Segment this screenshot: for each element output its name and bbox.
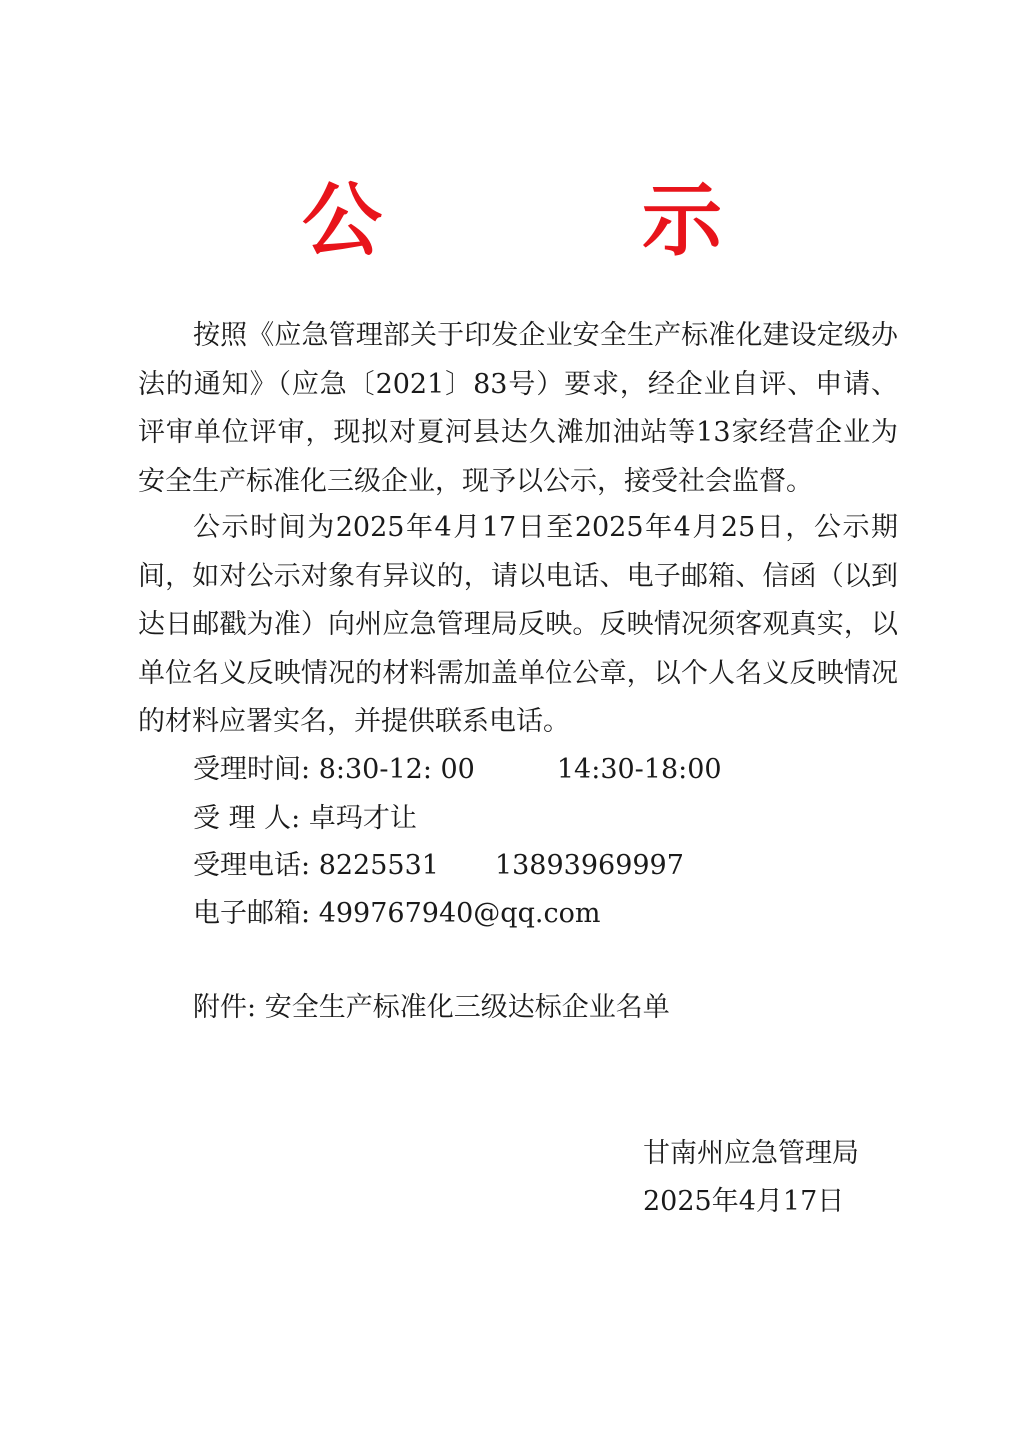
attachment-text: 安全生产标准化三级达标企业名单 <box>264 992 670 1023</box>
signature-organization: 甘南州应急管理局 <box>643 1138 859 1169</box>
contact-phone-2: 13893969997 <box>494 850 684 881</box>
paragraph-period <box>138 504 898 747</box>
paragraph-basis <box>138 312 898 506</box>
attachment-label: 附件: <box>193 992 257 1023</box>
contact-time-afternoon: 14:30-18:00 <box>556 754 722 785</box>
contact-time-label: 受理时间: <box>193 754 311 785</box>
contact-phone-row <box>193 848 684 884</box>
paragraph-period-text: 公示时间为2025年4月17日至2025年4月25日，公示期间，如对公示对象有异议的，请以电话、电子邮箱、信函（以到达日邮戳为准）向州应急管理局反映。反映情况须客观真实，以单位名义反映情况的材料需加盖单位公章，以个人名义反映情况的材料应署实名，并提供联系电话。 <box>138 512 898 737</box>
contact-person-row <box>193 801 417 837</box>
contact-email-row <box>193 896 600 932</box>
contact-person-name: 卓玛才让 <box>308 803 417 834</box>
contact-phone-label: 受理电话: <box>193 850 311 881</box>
contact-time-row <box>193 752 722 788</box>
paragraph-basis-text: 按照《应急管理部关于印发企业安全生产标准化建设定级办法的通知》（应急〔2021〕83号）要求，经企业自评、申请、评审单位评审，现拟对夏河县达久滩加油站等13家经营企业为安全生产标准化三级企业，现予以公示，接受社会监督。 <box>138 320 898 497</box>
page-title: 公 示 <box>302 173 812 267</box>
contact-email-label: 电子邮箱: <box>193 898 311 929</box>
contact-time-morning: 8:30-12: 00 <box>318 754 475 785</box>
contact-phone-1: 8225531 <box>318 850 439 881</box>
contact-email-address: 499767940@qq.com <box>318 898 601 929</box>
contact-person-label: 受 理 人: <box>193 803 301 834</box>
attachment-row <box>193 990 670 1026</box>
signature-date: 2025年4月17日 <box>643 1186 845 1217</box>
